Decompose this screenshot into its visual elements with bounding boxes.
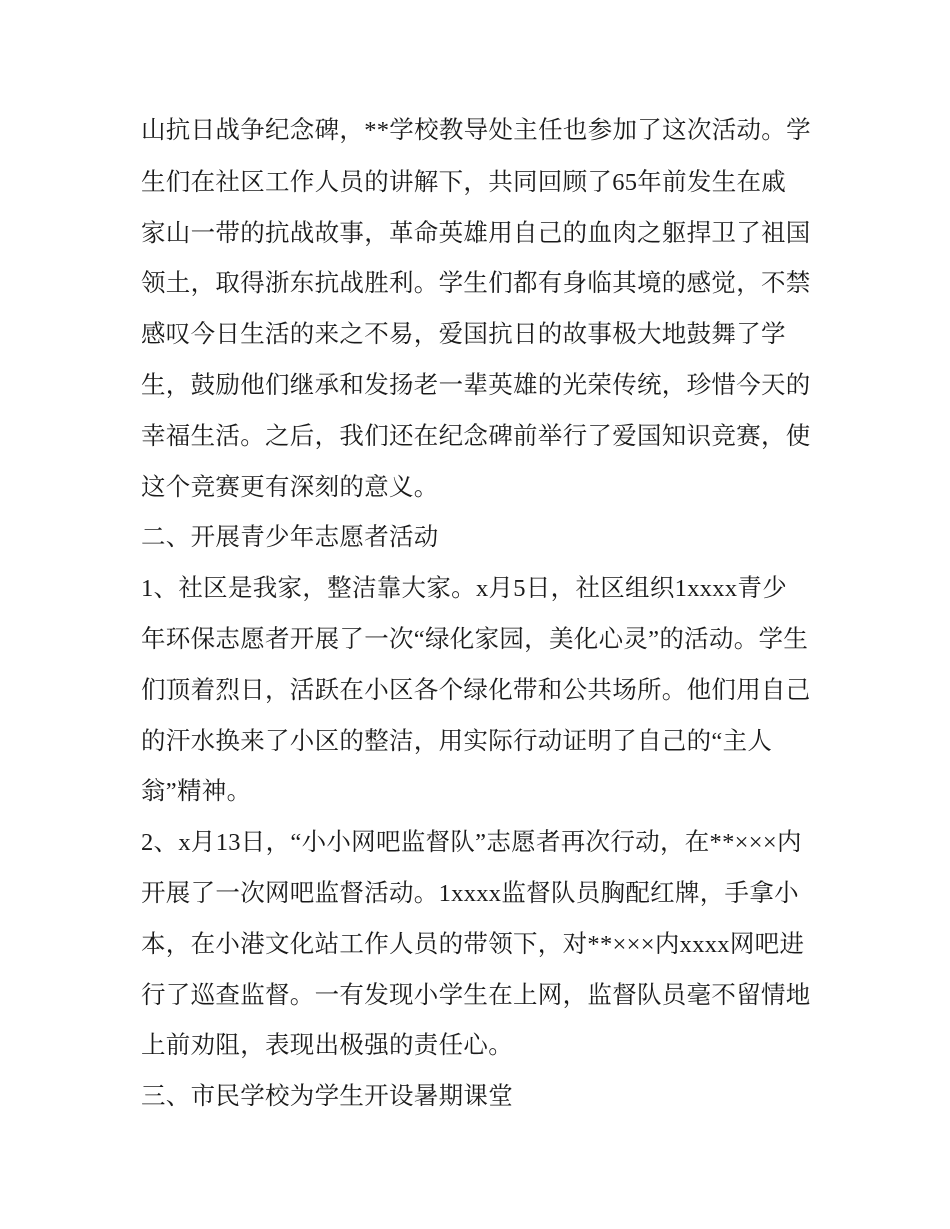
text-line: 1、社区是我家，整洁靠大家。x月5日，社区组织1xxxx青少 xyxy=(141,575,787,602)
text-line: 上前劝阻，表现出极强的责任心。 xyxy=(141,1032,513,1059)
text-line: 家山一带的抗战故事，革命英雄用自己的血肉之躯捍卫了祖国 xyxy=(141,220,811,247)
text-line: 们顶着烈日，活跃在小区各个绿化带和公共场所。他们用自己 xyxy=(141,677,811,704)
text-line: 领土，取得浙东抗战胜利。学生们都有身临其境的感觉，不禁 xyxy=(141,270,811,297)
text-line: 开展了一次网吧监督活动。1xxxx监督队员胸配红牌，手拿小 xyxy=(141,880,799,907)
text-line: 行了巡查监督。一有发现小学生在上网，监督队员毫不留情地 xyxy=(141,982,811,1009)
section-heading: 三、市民学校为学生开设暑期课堂 xyxy=(141,1083,513,1110)
text-line: 年环保志愿者开展了一次“绿化家园，美化心灵”的活动。学生 xyxy=(141,626,809,653)
text-line: 生们在社区工作人员的讲解下，共同回顾了65年前发生在戚 xyxy=(141,169,787,196)
text-line: 山抗日战争纪念碑，**学校教导处主任也参加了这次活动。学 xyxy=(141,117,811,144)
text-line: 翁”精神。 xyxy=(141,778,252,805)
text-line: 2、x月13日，“小小网吧监督队”志愿者再次行动，在**×××内 xyxy=(141,829,802,856)
text-line: 感叹今日生活的来之不易，爱国抗日的故事极大地鼓舞了学 xyxy=(141,321,786,348)
text-line: 的汗水换来了小区的整洁，用实际行动证明了自己的“主人 xyxy=(141,728,773,755)
text-line: 本，在小港文化站工作人员的带领下，对**×××内xxxx网吧进 xyxy=(141,931,805,958)
section-heading: 二、开展青少年志愿者活动 xyxy=(141,524,439,551)
text-line: 生，鼓励他们继承和发扬老一辈英雄的光荣传统，珍惜今天的 xyxy=(141,372,811,399)
text-line: 这个竞赛更有深刻的意义。 xyxy=(141,474,439,501)
text-line: 幸福生活。之后，我们还在纪念碑前举行了爱国知识竞赛，使 xyxy=(141,423,811,450)
